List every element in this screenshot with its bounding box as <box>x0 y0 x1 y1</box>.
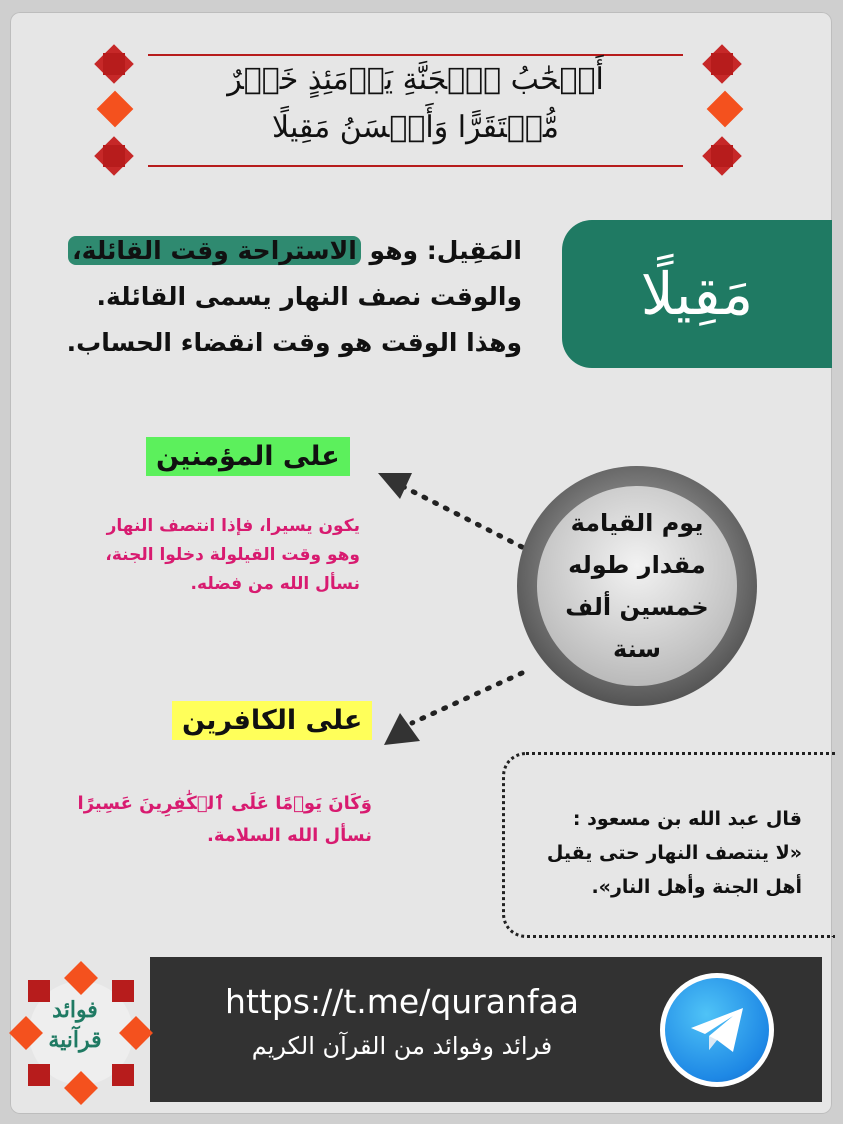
footer-tagline: فرائد وفوائد من القرآن الكريم <box>251 1032 553 1060</box>
believers-label: على المؤمنين <box>146 437 350 476</box>
definition-line-2: والوقت نصف النهار يسمى القائلة. <box>96 282 522 311</box>
definition-line-3: وهذا الوقت هو وقت انقضاء الحساب. <box>66 328 522 357</box>
verse-bottom-rule <box>148 165 683 167</box>
definition-prefix: المَقِيل: وهو <box>360 236 522 265</box>
circle-text: يوم القيامة مقدار طوله خمسين ألف سنة <box>565 509 709 663</box>
telegram-icon[interactable] <box>660 973 774 1087</box>
arrow-icon <box>360 455 530 755</box>
paper-plane-icon <box>687 1004 747 1056</box>
believers-text: يكون يسيرا، فإذا انتصف النهار وهو وقت القيلولة دخلوا الجنة، نسأل الله من فضله. <box>105 516 360 594</box>
quote-text: قال عبد الله بن مسعود : «لا ينتصف النهار حتى يقيل أهل الجنة وأهل النار». <box>546 808 802 898</box>
circle-inner <box>537 486 737 686</box>
logo-text: فوائد قرآنية <box>48 997 102 1053</box>
disbelievers-label: على الكافرين <box>172 701 372 740</box>
definition-line-1 <box>40 228 522 274</box>
decorative-star-icon <box>92 44 138 180</box>
disbelievers-text: وَكَانَ يَوۡمًا عَلَى ٱلۡكَٰفِرِينَ عَسِيرًا نسأل الله السلامة. <box>77 793 372 846</box>
verse-line-1: أَصۡحَٰبُ ٱلۡجَنَّةِ يَوۡمَئِذٍ خَيۡرٌ <box>227 62 604 97</box>
telegram-link[interactable]: https://t.me/quranfaa <box>225 982 579 1021</box>
definition-highlight: الاستراحة وقت القائلة، <box>68 236 361 265</box>
term-box <box>562 220 832 368</box>
decorative-star-icon <box>700 44 750 180</box>
verse-top-rule <box>148 54 683 56</box>
term-word: مَقِيلًا <box>640 260 754 328</box>
verse-line-2: مُّسۡتَقَرًّا وَأَحۡسَنُ مَقِيلًا <box>272 110 559 145</box>
term-definition <box>40 228 522 366</box>
telegram-icon-inner <box>665 978 769 1082</box>
day-of-judgment-circle <box>517 466 757 706</box>
